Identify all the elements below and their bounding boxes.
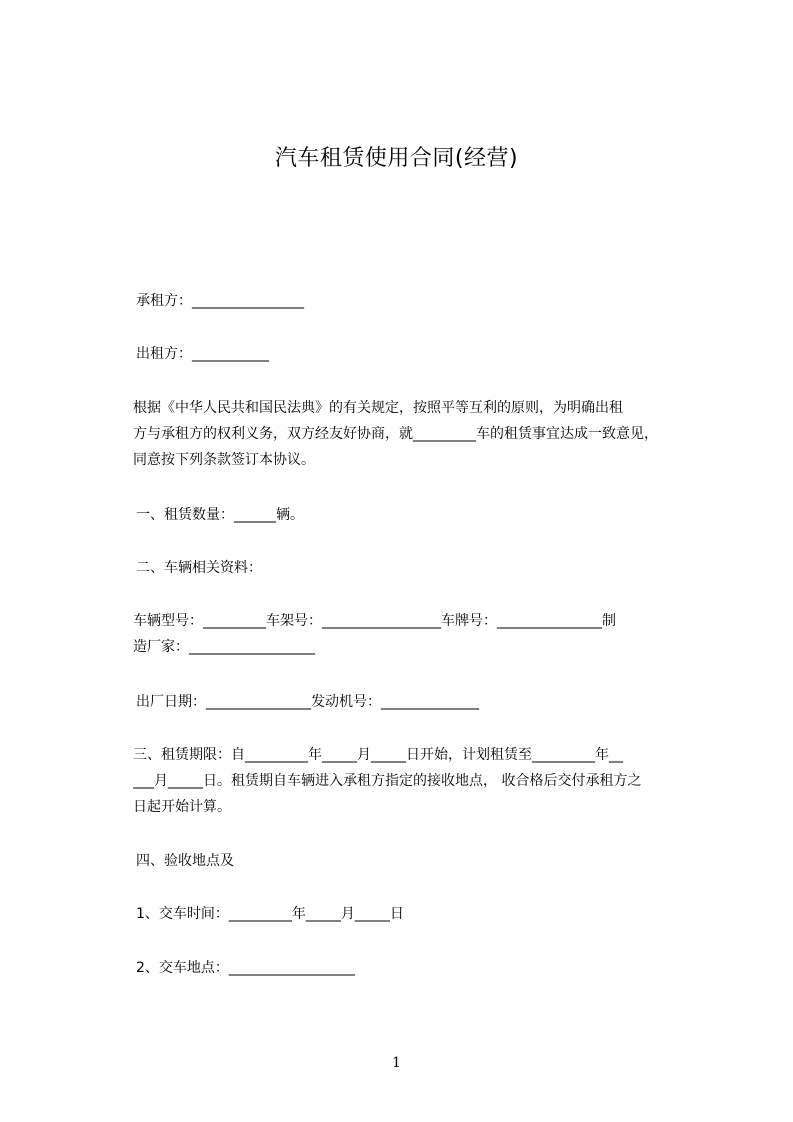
page-number: 1 bbox=[392, 1055, 401, 1071]
lessor-line: 出租方：___________ bbox=[136, 346, 269, 362]
delivery-time-line: 1、交车时间：_________年_____月_____日 bbox=[136, 906, 404, 922]
vehicle-info-paragraph bbox=[133, 608, 699, 660]
clause-2-vehicle-info: 二、车辆相关资料： bbox=[136, 560, 262, 576]
intro-line-3: 同意按下列条款签订本协议。 bbox=[133, 452, 315, 468]
clause-1-quantity: 一、租赁数量：______辆。 bbox=[136, 507, 304, 523]
vehicle-info-line-1: 车辆型号：_________车架号：_________________车牌号：_______________制 bbox=[133, 613, 616, 629]
document-title: 汽车租赁使用合同(经营) bbox=[274, 146, 519, 171]
lessee-line: 承租方：________________ bbox=[136, 293, 304, 309]
vehicle-info-line-2: 造厂家：__________________ bbox=[133, 639, 315, 655]
clause-3-line-3: 日起开始计算。 bbox=[133, 799, 231, 815]
clause-4-acceptance: 四、验收地点及 bbox=[136, 853, 234, 869]
clause-3-line-1: 三、租赁期限：自_________年_____月_____日开始，计划租赁至_________年__ bbox=[133, 747, 623, 763]
delivery-place-line: 2、交车地点：__________________ bbox=[136, 960, 355, 976]
intro-paragraph bbox=[133, 395, 699, 473]
clause-3-line-2: ___月_____日。租赁期自车辆进入承租方指定的接收地点， 收合格后交付承租方之 bbox=[133, 773, 642, 789]
factory-date-engine-line: 出厂日期：_______________发动机号：______________ bbox=[136, 694, 479, 710]
clause-3-paragraph bbox=[133, 742, 699, 820]
intro-line-1: 根据《中华人民共和国民法典》的有关规定，按照平等互利的原则，为明确出租 bbox=[133, 400, 623, 416]
intro-line-2: 方与承租方的权利义务，双方经友好协商，就_________车的租赁事宜达成一致意见， bbox=[133, 426, 658, 442]
